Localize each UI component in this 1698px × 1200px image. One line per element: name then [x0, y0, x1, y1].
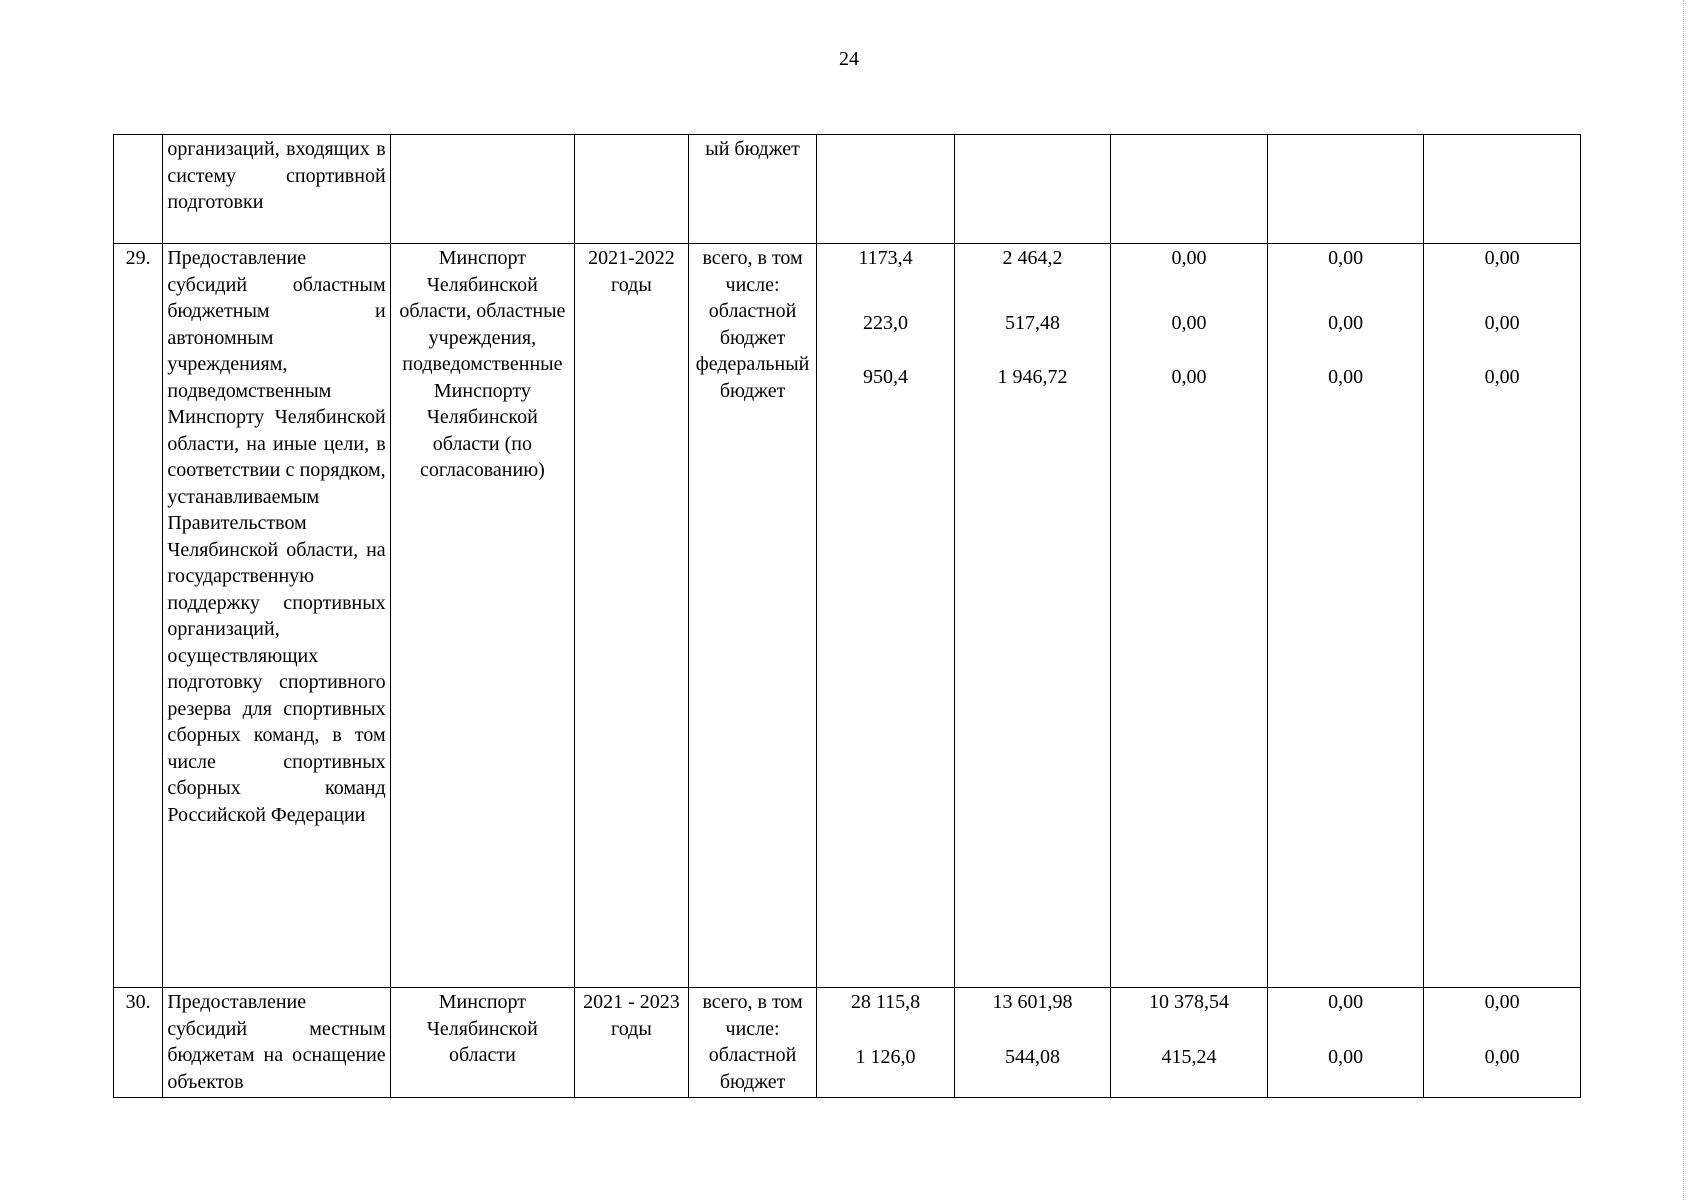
source-cell: ый бюджет — [688, 135, 817, 244]
executor-cell: Минспорт Челябинской области, областные учреждения, подведомственные Минспорту Челябинской области (по согласованию) — [390, 244, 574, 988]
source-total-label: всего, в том числе: — [702, 247, 803, 296]
value-cell — [1267, 135, 1424, 244]
value-cell-2025 — [1424, 244, 1581, 988]
value-total: 10 378,54 — [1149, 991, 1230, 1013]
value-regional: 544,08 — [1004, 1045, 1060, 1068]
source-regional-label: областной бюджет — [708, 300, 797, 349]
scan-edge — [1683, 0, 1698, 1200]
value-federal: 0,00 — [1328, 366, 1364, 388]
value-cell-2023 — [1111, 244, 1268, 988]
value-total: 2 464,2 — [1002, 247, 1063, 269]
table-row-29 — [114, 244, 1581, 988]
value-regional: 0,00 — [1328, 311, 1364, 334]
value-regional: 415,24 — [1161, 1045, 1217, 1068]
value-cell-2022 — [954, 988, 1111, 1098]
value-total: 1173,4 — [858, 247, 913, 269]
value-total: 13 601,98 — [992, 991, 1073, 1013]
source-federal-label: федеральный бюджет — [695, 353, 810, 402]
value-cell-2024 — [1267, 988, 1424, 1098]
value-cell-2021 — [817, 988, 954, 1098]
value-regional: 517,48 — [1004, 311, 1060, 334]
value-regional: 0,00 — [1484, 1045, 1520, 1068]
row-number-cell — [114, 135, 163, 244]
value-federal: 0,00 — [1484, 366, 1520, 388]
value-regional: 1 126,0 — [855, 1045, 916, 1068]
value-cell-2025 — [1424, 988, 1581, 1098]
value-federal: 0,00 — [1171, 366, 1207, 388]
description-cell: организаций, входящих в систему спортивной подготовки — [163, 135, 390, 244]
description-cell: Предоставление субсидий местным бюджетам на оснащение объектов — [163, 988, 390, 1098]
period-cell: 2021 - 2023 годы — [575, 988, 689, 1098]
value-cell-2023 — [1111, 988, 1268, 1098]
value-cell-2021 — [817, 244, 954, 988]
value-cell-2024 — [1267, 244, 1424, 988]
value-cell — [1111, 135, 1268, 244]
value-federal: 950,4 — [863, 366, 909, 388]
table-row-30 — [114, 988, 1581, 1098]
source-cell — [688, 988, 817, 1098]
value-regional: 223,0 — [863, 311, 909, 334]
value-cell-2022 — [954, 244, 1111, 988]
value-total: 0,00 — [1484, 247, 1520, 269]
description-cell: Предоставление субсидий областным бюджетным и автономным учреждениям, подведомственным Минспорту Челябинской области, на иные цели, в соответствии с порядком, устанавливаемым Правительством Челябинской области, на государственную поддержку спортивных организаций, осуществляющих подготовку спортивного резерва для спортивных сборных команд, в том числе спортивных сборных команд Российской Федерации — [163, 244, 390, 988]
budget-table — [113, 134, 1581, 1098]
value-federal: 1 946,72 — [997, 366, 1068, 388]
value-total: 0,00 — [1328, 247, 1364, 269]
value-regional: 0,00 — [1328, 1045, 1364, 1068]
executor-cell — [390, 135, 574, 244]
value-total: 0,00 — [1328, 991, 1364, 1013]
table-row-continuation — [114, 135, 1581, 244]
period-cell — [575, 135, 689, 244]
executor-cell: Минспорт Челябинской области — [390, 988, 574, 1098]
row-number-cell: 29. — [114, 244, 163, 988]
value-total: 0,00 — [1484, 991, 1520, 1013]
source-cell — [688, 244, 817, 988]
source-regional-label: областной бюджет — [708, 1044, 797, 1093]
page-number: 24 — [839, 48, 859, 70]
value-total: 28 115,8 — [850, 991, 921, 1013]
value-cell — [817, 135, 954, 244]
value-cell — [1424, 135, 1581, 244]
value-regional: 0,00 — [1171, 311, 1207, 334]
row-number-cell: 30. — [114, 988, 163, 1098]
value-total: 0,00 — [1171, 247, 1207, 269]
source-total-label: всего, в том числе: — [702, 991, 803, 1040]
value-regional: 0,00 — [1484, 311, 1520, 334]
value-cell — [954, 135, 1111, 244]
period-cell: 2021-2022 годы — [575, 244, 689, 988]
